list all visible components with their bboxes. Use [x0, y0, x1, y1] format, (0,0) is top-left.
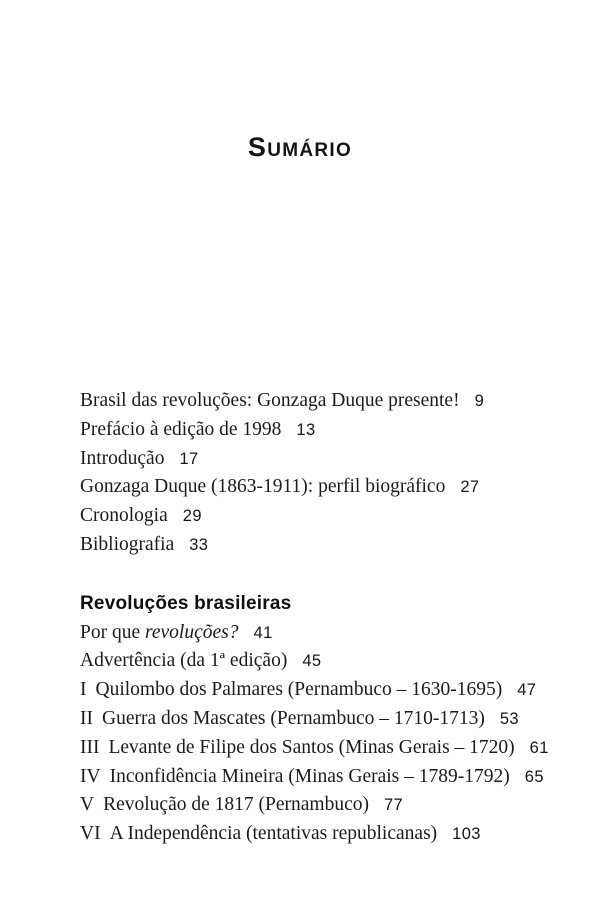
toc-entry-label-italic: revoluções? — [145, 621, 239, 643]
toc-entry — [80, 387, 570, 416]
toc-entry-label-prefix: Por que — [80, 621, 145, 643]
toc-entry-label: Guerra dos Mascates (Pernambuco – 1710-1713) — [102, 707, 485, 729]
toc-entry-page: 9 — [474, 392, 485, 410]
toc-entry — [80, 619, 570, 648]
toc-entry-label: Advertência (da 1ª edição) — [80, 650, 288, 672]
toc-entry — [80, 473, 570, 502]
toc-entry-label: A Independência (tentativas republicanas) — [109, 823, 438, 845]
toc-entry-page: 61 — [529, 738, 549, 757]
toc-entry — [80, 502, 570, 531]
toc-entry-page: 77 — [383, 796, 404, 815]
toc-entry-label: Quilombo dos Palmares (Pernambuco – 1630-1695) — [95, 679, 503, 701]
toc-entry-page: 29 — [182, 507, 202, 526]
toc-entry — [80, 531, 570, 560]
toc-entry-label: Cronologia — [80, 505, 168, 527]
toc-entry-page: 47 — [517, 681, 537, 700]
toc-entry-page: 53 — [499, 709, 520, 728]
toc-entry-numeral: II — [80, 707, 93, 729]
toc-entry-page: 33 — [189, 535, 209, 554]
toc-entry-page: 41 — [253, 623, 273, 642]
toc-entry-label: Levante de Filipe dos Santos (Minas Gerais – 1720) — [108, 736, 515, 758]
toc-entry-numeral: IV — [80, 765, 101, 787]
toc-entry-label: Brasil das revoluções: Gonzaga Duque presente! — [80, 390, 460, 411]
toc-entry-label: Bibliografia — [80, 533, 175, 555]
toc-entry-page: 45 — [302, 652, 322, 671]
toc-entry-label: Prefácio à edição de 1998 — [80, 418, 282, 440]
toc-entry-page: 27 — [460, 478, 480, 497]
toc-entry-page: 65 — [524, 767, 544, 786]
toc-entry — [80, 416, 570, 445]
toc-entry — [80, 791, 570, 820]
toc-entry-numeral: V — [80, 794, 95, 816]
toc-entry — [80, 734, 570, 763]
toc-entry-label: Introdução — [80, 447, 165, 469]
toc-entry-label: Gonzaga Duque (1863-1911): perfil biográfico — [80, 476, 446, 498]
toc-entry-label: Revolução de 1817 (Pernambuco) — [103, 794, 369, 816]
toc-entry-page: 17 — [179, 449, 199, 468]
toc-entry — [80, 676, 570, 705]
table-of-contents — [80, 387, 570, 849]
toc-entry — [80, 445, 570, 474]
toc-entry-label: Inconfidência Mineira (Minas Gerais – 1789-1792) — [109, 765, 510, 787]
page-title: SUMÁRIO — [247, 132, 353, 162]
toc-entry-numeral: VI — [80, 823, 101, 845]
toc-entry — [80, 820, 570, 849]
toc-entry-page: 13 — [296, 420, 316, 439]
toc-entry-numeral: III — [80, 736, 100, 758]
toc-entry — [80, 763, 570, 792]
section-heading: Revoluções brasileiras — [80, 592, 292, 614]
toc-entry-numeral: I — [80, 679, 87, 701]
toc-entry — [80, 705, 570, 734]
toc-entry — [80, 647, 570, 676]
toc-entry-page: 103 — [452, 825, 481, 844]
